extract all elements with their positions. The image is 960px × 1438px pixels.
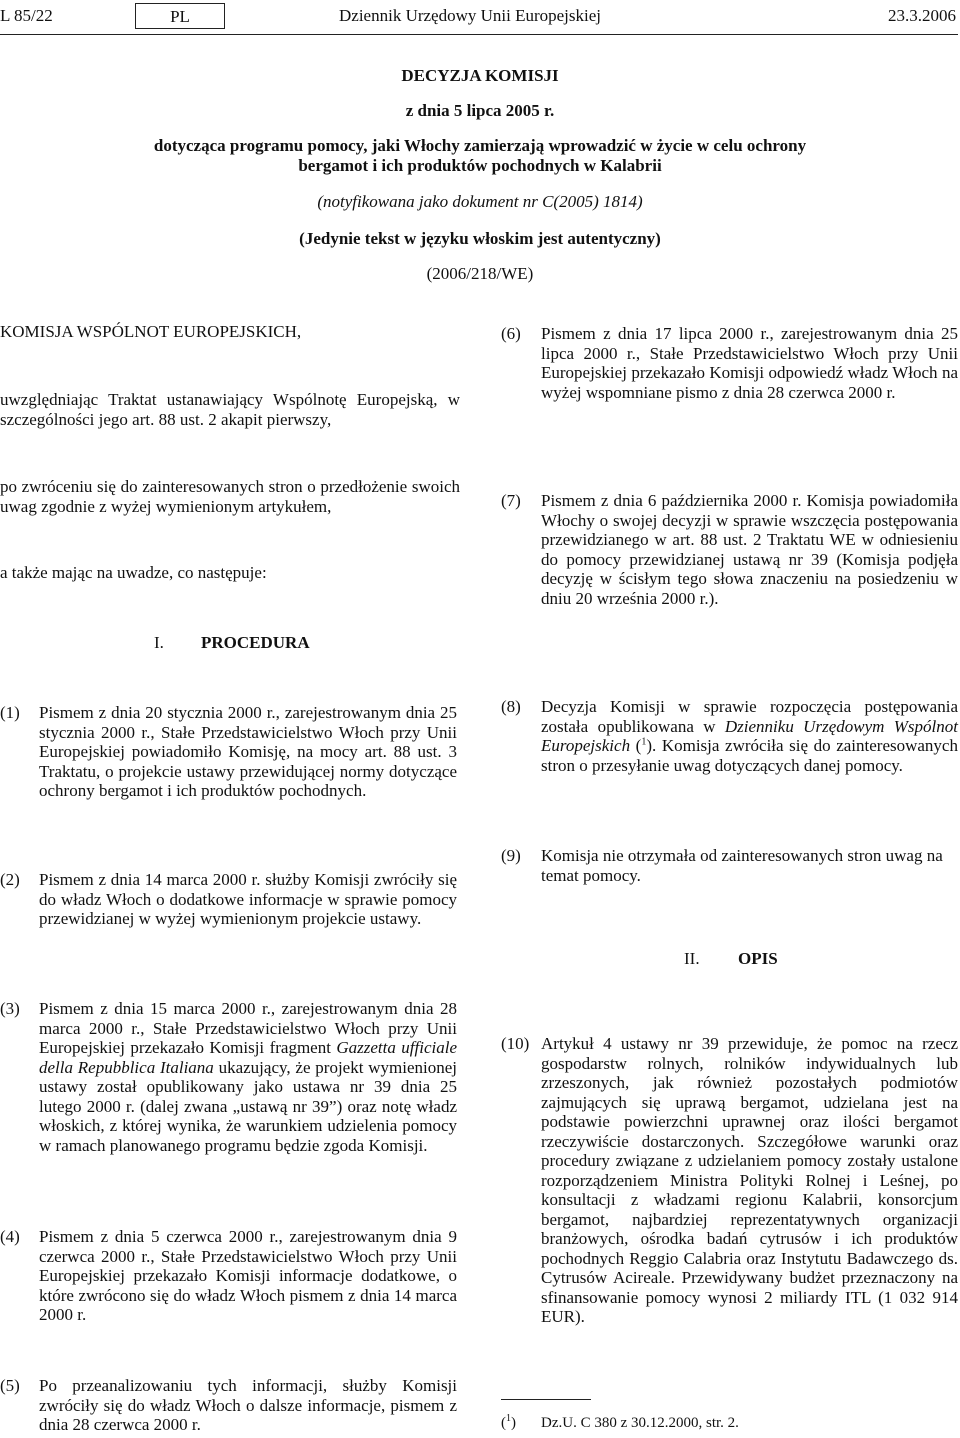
recital-number: (6) <box>501 324 521 343</box>
section-number: I. <box>154 633 164 652</box>
preamble-having-called: po zwróceniu się do zainteresowanych stron o przedłożenie swoich uwag zgodnie z wyżej wymienionym artykułem, <box>0 477 460 516</box>
footnote-reference: 1 <box>641 736 647 748</box>
recital-text: Decyzja Komisji w sprawie rozpoczęcia postępowania została opublikowana w Dzienniku Urzędowym Wspólnot Europejskich ($^1$). Komisja zwróciła się do zainteresowanych stron o przesyłanie uwag dotyczących danej pomocy. <box>541 697 958 775</box>
preamble-commission: KOMISJA WSPÓLNOT EUROPEJSKICH, <box>0 322 302 341</box>
section-heading: OPIS <box>738 949 778 968</box>
header-rule <box>0 34 958 35</box>
recital-text: Po przeanalizowaniu tych informacji, służby Komisji zwróciły się do władz Włoch o dalsze informacje, pismem z dnia 28 czerwca 2000 r. <box>39 1376 457 1434</box>
footnote-text: Dz.U. C 380 z 30.12.2000, str. 2. <box>541 1415 739 1431</box>
decision-subject-line1: dotycząca programu pomocy, jaki Włochy zamierzają wprowadzić w życie w celu ochrony <box>153 136 807 155</box>
journal-title: Dziennik Urzędowy Unii Europejskiej <box>339 6 602 25</box>
section-heading: PROCEDURA <box>201 633 310 652</box>
recital-number: (3) <box>0 999 20 1018</box>
decision-title: DECYZJA KOMISJI <box>401 66 559 85</box>
recital-number: (8) <box>501 697 521 716</box>
decision-subject-line2: bergamot i ich produktów pochodnych w Kalabrii <box>298 156 662 175</box>
recital-number: (7) <box>501 491 521 510</box>
recital-number: (4) <box>0 1227 20 1246</box>
recital-text: Pismem z dnia 17 lipca 2000 r., zarejestrowanym dnia 25 lipca 2000 r., Stałe Przedstawicielstwo Włoch przy Unii Europejskiej przekazało Komisji odpowiedź władz Włoch na wyżej wspomniane pismo z dnia 28 czerwca 2000 r. <box>541 324 958 402</box>
preamble-having-regard: uwzględniając Traktat ustanawiający Wspólnotę Europejską, w szczególności jego art. 88 ust. 2 akapit pierwszy, <box>0 390 460 429</box>
gazette-name: Gazzetta ufficiale della Repubblica Italiana <box>39 1038 457 1077</box>
page-reference: L 85/22 <box>0 6 53 25</box>
recital-number: (1) <box>0 703 20 722</box>
section-number: II. <box>684 949 700 968</box>
decision-date: z dnia 5 lipca 2005 r. <box>405 101 555 120</box>
publication-date: 23.3.2006 <box>888 6 956 25</box>
notification-note: (notyfikowana jako dokument nr C(2005) 1814) <box>317 192 643 211</box>
recital-text: Pismem z dnia 14 marca 2000 r. służby Komisji zwróciły się do władz Włoch o dodatkowe informacje w sprawie pomocy przewidzianej w wyżej wymienionym projekcie ustawy. <box>39 870 457 928</box>
preamble-whereas: a także mając na uwadze, co następuje: <box>0 563 267 582</box>
recital-number: (10) <box>501 1034 530 1053</box>
authentic-language-note: (Jedynie tekst w języku włoskim jest autentyczny) <box>299 229 661 248</box>
recital-number: (9) <box>501 846 521 865</box>
footnote-marker: ($^1$) <box>501 1413 516 1431</box>
recital-text: Pismem z dnia 6 października 2000 r. Komisja powiadomiła Włochy o swojej decyzji w sprawie wszczęcia postępowania przewidzianego w art. 88 ust. 2 Traktatu WE w odniesieniu do pomocy przewidzianej ustawą nr 39 (Komisja podjęła decyzję w ścisłym tego słowa znaczeniu na posiedzeniu w dniu 20 września 2000 r.). <box>541 491 958 608</box>
document-reference: (2006/218/WE) <box>426 264 534 283</box>
recital-text: Pismem z dnia 15 marca 2000 r., zarejestrowanym dnia 28 marca 2000 r., Stałe Przedstawicielstwo Włoch przy Unii Europejskiej przekazało Komisji fragment Gazzetta ufficiale della Repubblica Italiana ukazujący, że projekt wymienionej ustawy został opublikowany jako ustawa nr 39 dnia 25 lutego 2000 r. (dalej zwana „ustawą nr 39”) oraz notę władz włoskich, z której wynika, że warunkiem udzielenia pomocy w ramach planowanego programu będzie zgoda Komisji. <box>39 999 457 1155</box>
footnote-rule <box>501 1399 591 1400</box>
recital-text: Artykuł 4 ustawy nr 39 przewiduje, że pomoc na rzecz gospodarstw rolnych, rolników indywidualnych lub zrzeszonych, jak również pozostałych podmiotów zajmujących się uprawą bergamot, udzielana jest na podstawie powierzchni uprawnej oraz ilości bergamot rzeczywiście dostarczonych. Szczegółowe warunki oraz procedury związane z udzielaniem pomocy zostały ustalone rozporządzeniem Ministra Polityki Rolnej i Leśnej, po konsultacji z władzami regionu Kalabrii, konsorcjum bergamot, najbardziej reprezentatywnych organizacji branżowych, ośrodka badań cytrusów i ich produktów pochodnych Reggio Calabria oraz Instytutu Badawczego ds. Cytrusów Acireale. Przewidywany budżet przeznaczony na sfinansowanie pomocy wynosi 2 miliardy ITL (1 032 914 EUR). <box>541 1034 958 1326</box>
language-badge: PL <box>135 3 225 29</box>
recital-number: (2) <box>0 870 20 889</box>
recital-text: Pismem z dnia 5 czerwca 2000 r., zarejestrowanym dnia 9 czerwca 2000 r., Stałe Przedstawicielstwo Włoch przy Unii Europejskiej przekazało Komisji informacje dodatkowe, o które zwrócono się do władz Włoch pismem z dnia 14 marca 2000 r. <box>39 1227 457 1324</box>
recital-text: Pismem z dnia 20 stycznia 2000 r., zarejestrowanym dnia 25 stycznia 2000 r., Stałe Przedstawicielstwo Włoch przy Unii Europejskiej powiadomiło Komisję, na mocy art. 88 ust. 3 Traktatu, o projekcie ustawy przewidującej normy dotyczące ochrony bergamot i ich produktów pochodnych. <box>39 703 457 800</box>
journal-name: Dzienniku Urzędowym Wspólnot Europejskich <box>541 716 958 755</box>
recital-number: (5) <box>0 1376 20 1395</box>
recital-text: Komisja nie otrzymała od zainteresowanych stron uwag na temat pomocy. <box>541 846 943 885</box>
